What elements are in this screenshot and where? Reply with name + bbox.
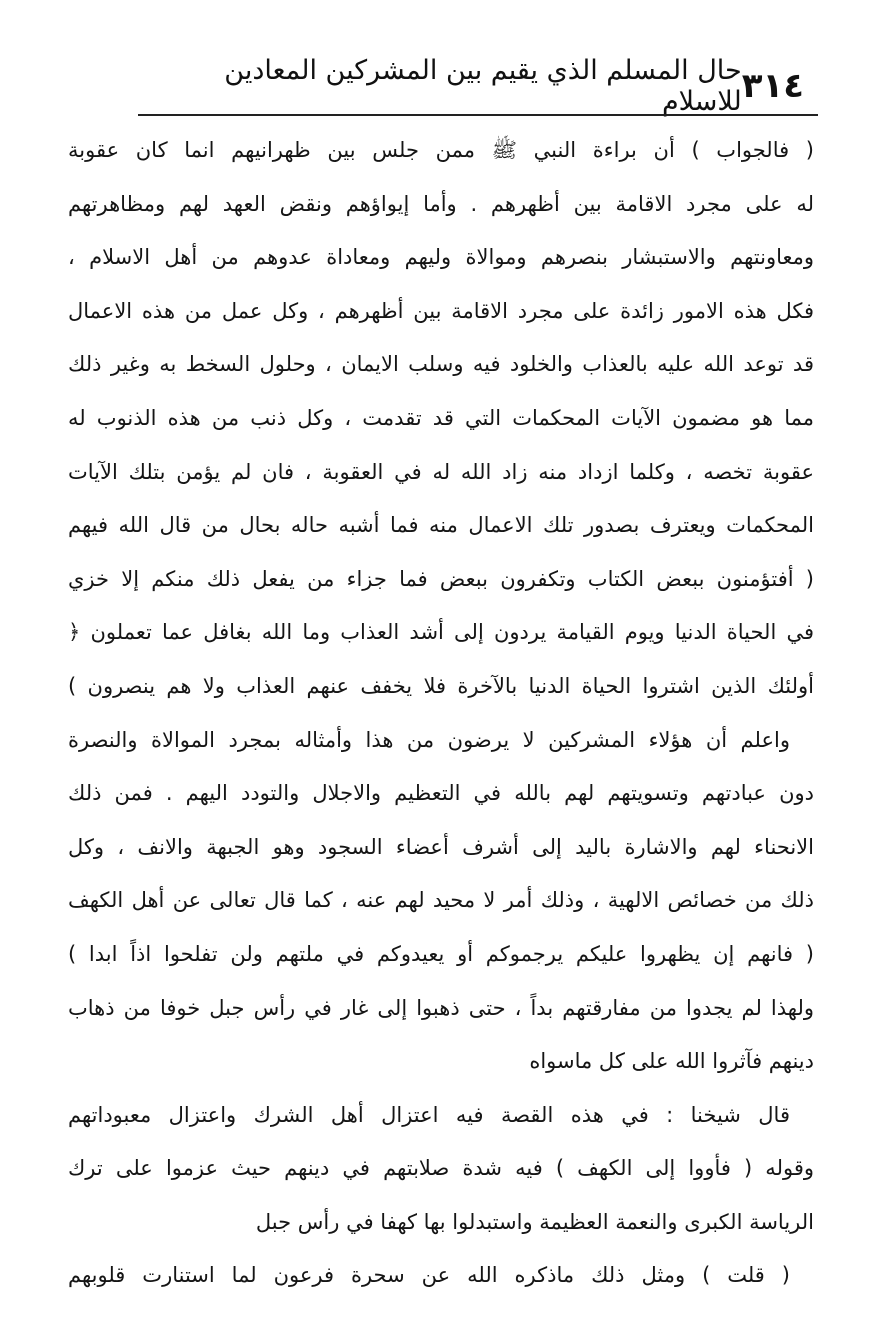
text-line: الانحناء لهم والاشارة باليد إلى أشرف أعضاء السجود وهو الجبهة والانف ، وكل bbox=[68, 834, 814, 859]
paragraph-end-line: دينهم فآثروا الله على كل ماسواه bbox=[529, 1049, 814, 1074]
text-line: ولهذا لم يجدوا من مفارقتهم بداً ، حتى ذهبوا إلى غار في رأس جبل خوفا من ذهاب bbox=[68, 995, 814, 1020]
text-line: عقوبة تخصه ، وكلما ازداد منه زاد الله له في العقوبة ، فان لم يؤمن بتلك الآيات bbox=[68, 459, 814, 484]
quran-quote-line: ( أفتؤمنون ببعض الكتاب وتكفرون ببعض فما جزاء من يفعل ذلك منكم إلا خزي bbox=[68, 566, 814, 591]
text-line: دون عبادتهم وتسويتهم لهم بالله في التعظيم والاجلال والتودد اليهم . فمن ذلك bbox=[68, 781, 814, 806]
text-line: ومعاونتهم والاستبشار بنصرهم وموالاة وليهم ومعاداة عدوهم من أهل الاسلام ، bbox=[68, 245, 814, 270]
page-number: ٣١٤ bbox=[741, 66, 804, 106]
quran-quote-line: ( فانهم إن يظهروا عليكم يرجموكم أو يعيدوكم في ملتهم ولن تفلحوا اذاً ابدا ) bbox=[68, 941, 814, 966]
text-line: وقوله ( فأووا إلى الكهف ) فيه شدة صلابتهم في دينهم حيث عزموا على ترك bbox=[68, 1156, 814, 1181]
running-title: حال المسلم الذي يقيم بين المشركين المعادين للاسلام bbox=[224, 55, 742, 117]
text-line: مما هو مضمون الآيات المحكمات التي قد تقدمت ، وكل ذنب من هذه الذنوب له bbox=[68, 405, 814, 430]
text-line: فكل هذه الامور زائدة على مجرد الاقامة بين أظهرهم ، وكل عمل من هذه الاعمال bbox=[68, 298, 814, 323]
page-header bbox=[150, 55, 810, 117]
text-line: قد توعد الله عليه بالعذاب والخلود فيه وسلب الايمان ، وحلول السخط به وغير ذلك bbox=[68, 352, 814, 377]
paragraph-start-line: قال شيخنا : في هذه القصة فيه اعتزال أهل الشرك واعتزال معبوداتهم bbox=[68, 1102, 790, 1127]
quran-quote-line: في الحياة الدنيا ويوم القيامة يردون إلى أشد العذاب وما الله بغافل عما تعملون ﴿ bbox=[68, 620, 814, 645]
header-rule bbox=[138, 114, 818, 116]
text-line: المحكمات ويعترف بصدور تلك الاعمال منه فما أشبه حاله بحال من قال الله فيهم bbox=[68, 513, 814, 538]
paragraph-end-line: الرياسة الكبرى والنعمة العظيمة واستبدلوا بها كهفا في رأس جبل bbox=[255, 1209, 814, 1234]
paragraph-start-line: واعلم أن هؤلاء المشركين لا يرضون من هذا وأمثاله بمجرد الموالاة والنصرة bbox=[68, 727, 790, 752]
paragraph-start-line: ( قلت ) ومثل ذلك ماذكره الله عن سحرة فرعون لما استنارت قلوبهم bbox=[68, 1263, 790, 1288]
quran-quote-line: أولئك الذين اشتروا الحياة الدنيا بالآخرة فلا يخفف عنهم العذاب ولا هم ينصرون ) bbox=[68, 673, 814, 698]
text-line: ذلك من خصائص الالهية ، وذلك أمر لا محيد لهم عنه ، كما قال تعالى عن أهل الكهف bbox=[68, 888, 814, 913]
text-line: ( فالجواب ) أن براءة النبي ﷺ ممن جلس بين ظهرانيهم انما كان عقوبة bbox=[68, 138, 814, 162]
body-text bbox=[68, 124, 814, 1303]
text-line: له على مجرد الاقامة بين أظهرهم . وأما إيواؤهم ونقض العهد لهم ومظاهرتهم bbox=[68, 191, 814, 216]
